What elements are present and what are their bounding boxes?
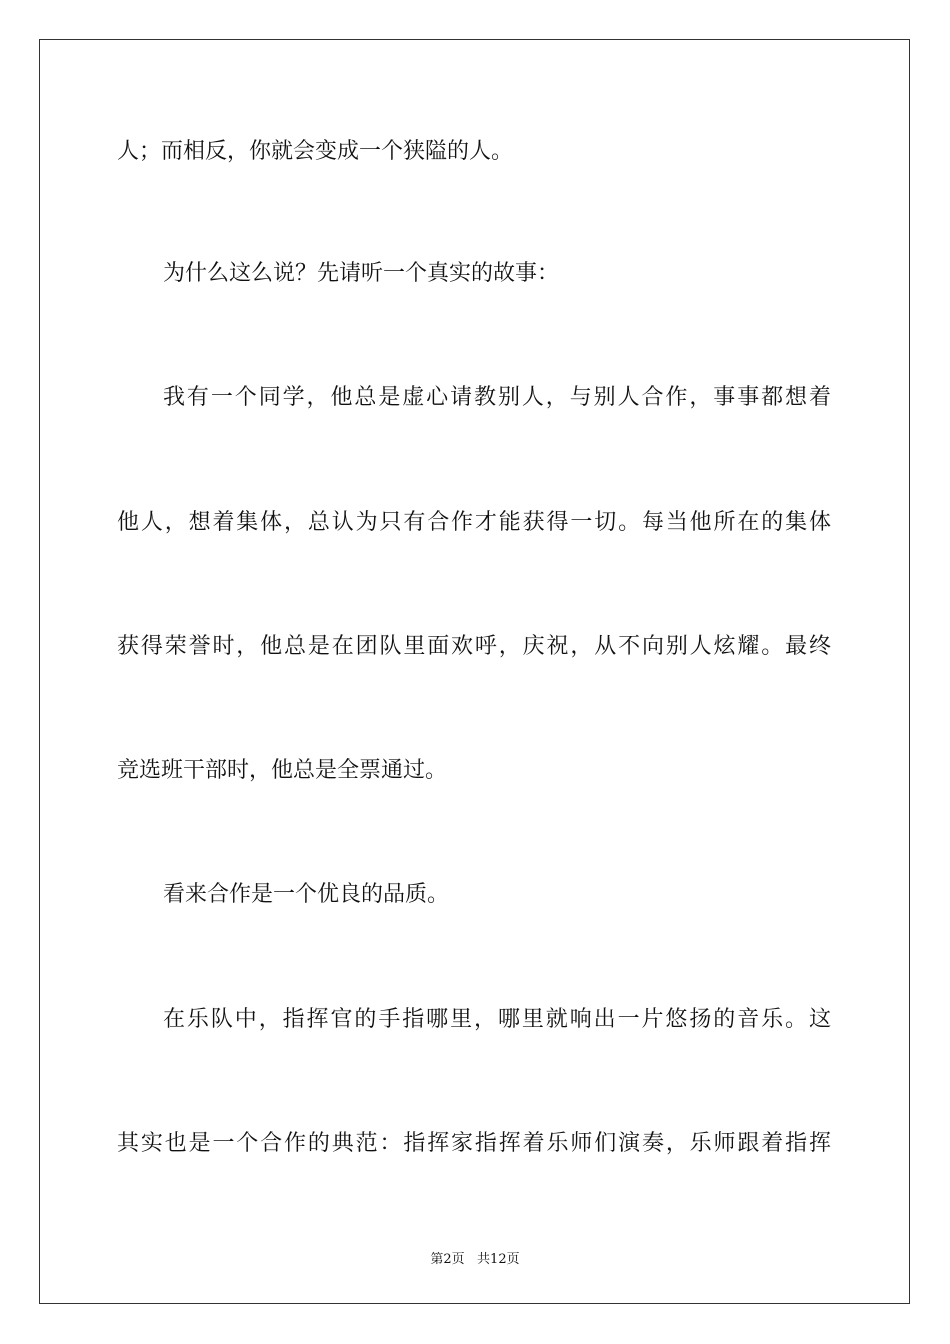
text-line-2: 为什么这么说？先请听一个真实的故事：: [163, 261, 560, 286]
page-border: [39, 39, 910, 1304]
text-line-9: 其实也是一个合作的典范：指挥家指挥着乐师们演奏，乐师跟着指挥: [117, 1131, 831, 1156]
text-line-6: 竞选班干部时，他总是全票通过。: [117, 758, 448, 783]
text-line-3: 我有一个同学，他总是虚心请教别人，与别人合作，事事都想着: [163, 385, 831, 410]
page-number-footer: 第2页 共12页: [430, 1252, 520, 1267]
text-line-1: 人；而相反，你就会变成一个狭隘的人。: [117, 139, 514, 164]
text-line-5: 获得荣誉时，他总是在团队里面欢呼，庆祝，从不向别人炫耀。最终: [117, 634, 831, 659]
text-line-8: 在乐队中，指挥官的手指哪里，哪里就响出一片悠扬的音乐。这: [163, 1007, 831, 1032]
text-line-4: 他人，想着集体，总认为只有合作才能获得一切。每当他所在的集体: [117, 510, 831, 535]
text-line-7: 看来合作是一个优良的品质。: [163, 882, 450, 907]
